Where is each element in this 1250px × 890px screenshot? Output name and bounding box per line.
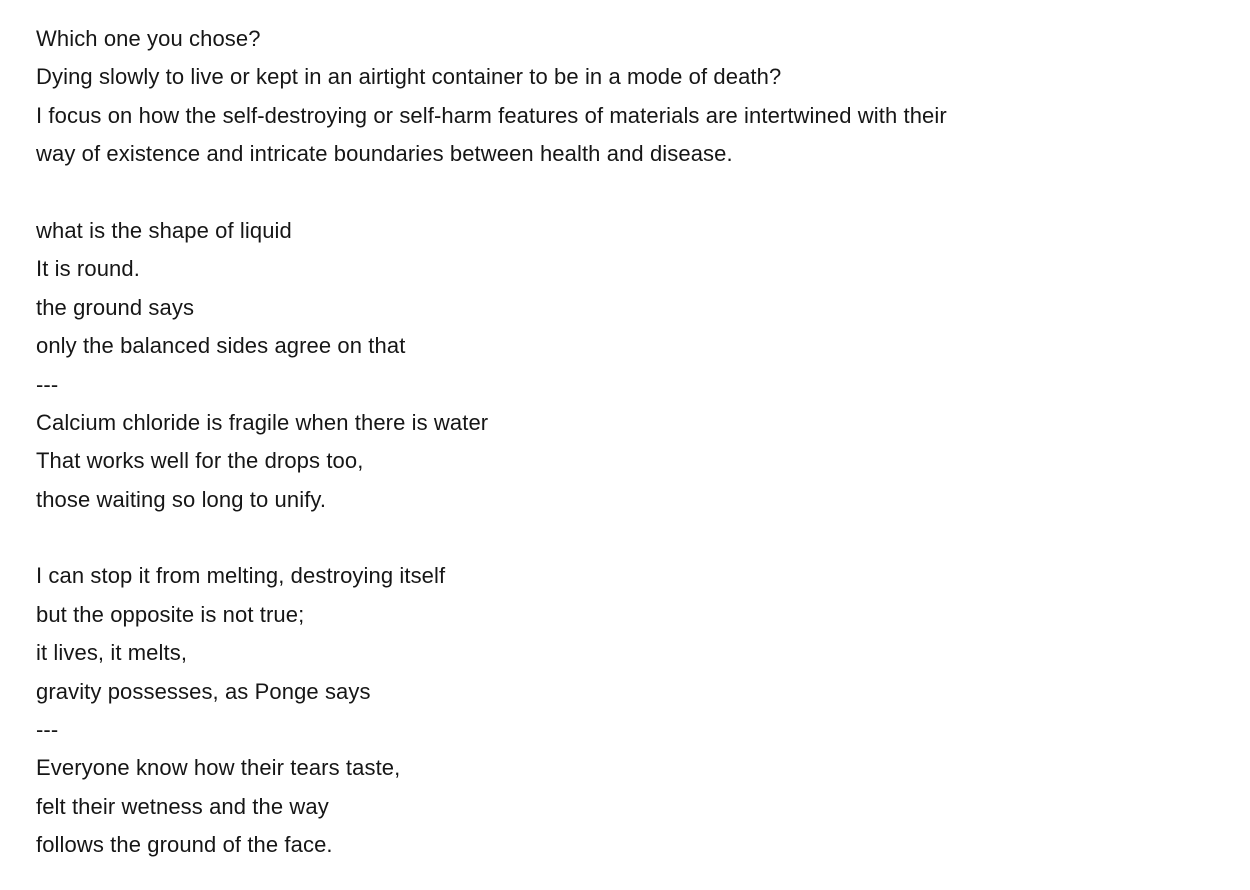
text-line: Everyone know how their tears taste, [36,755,401,781]
text-line: That works well for the drops too, [36,448,364,474]
text-line: it lives, it melts, [36,640,188,666]
text-line: way of existence and intricate boundaries between health and disease. [36,141,733,167]
text-line: Which one you chose? [36,26,261,51]
text-line: those waiting so long to unify. [36,486,327,512]
text-line: but the opposite is not true; [36,601,305,627]
text-line: follows the ground of the face. [36,832,333,858]
text-line: Calcium chloride is fragile when there is water [36,409,489,435]
blank-line [36,174,1214,212]
text-line: Dying slowly to live or kept in an airtight container to be in a mode of death? [36,64,782,90]
text-line: what is the shape of liquid [36,217,292,243]
text-line: I can stop it from melting, destroying itself [36,563,446,589]
blank-line [36,519,1214,557]
separator-line: --- [36,371,59,397]
text-line: felt their wetness and the way [36,793,329,819]
separator-line: --- [36,717,59,743]
text-line: the ground says [36,294,195,320]
text-line: It is round. [36,256,140,282]
text-line: gravity possesses, as Ponge says [36,678,371,704]
text-line: only the balanced sides agree on that [36,333,406,359]
text-line: I focus on how the self-destroying or self-harm features of materials are intertwined with their [36,102,947,128]
